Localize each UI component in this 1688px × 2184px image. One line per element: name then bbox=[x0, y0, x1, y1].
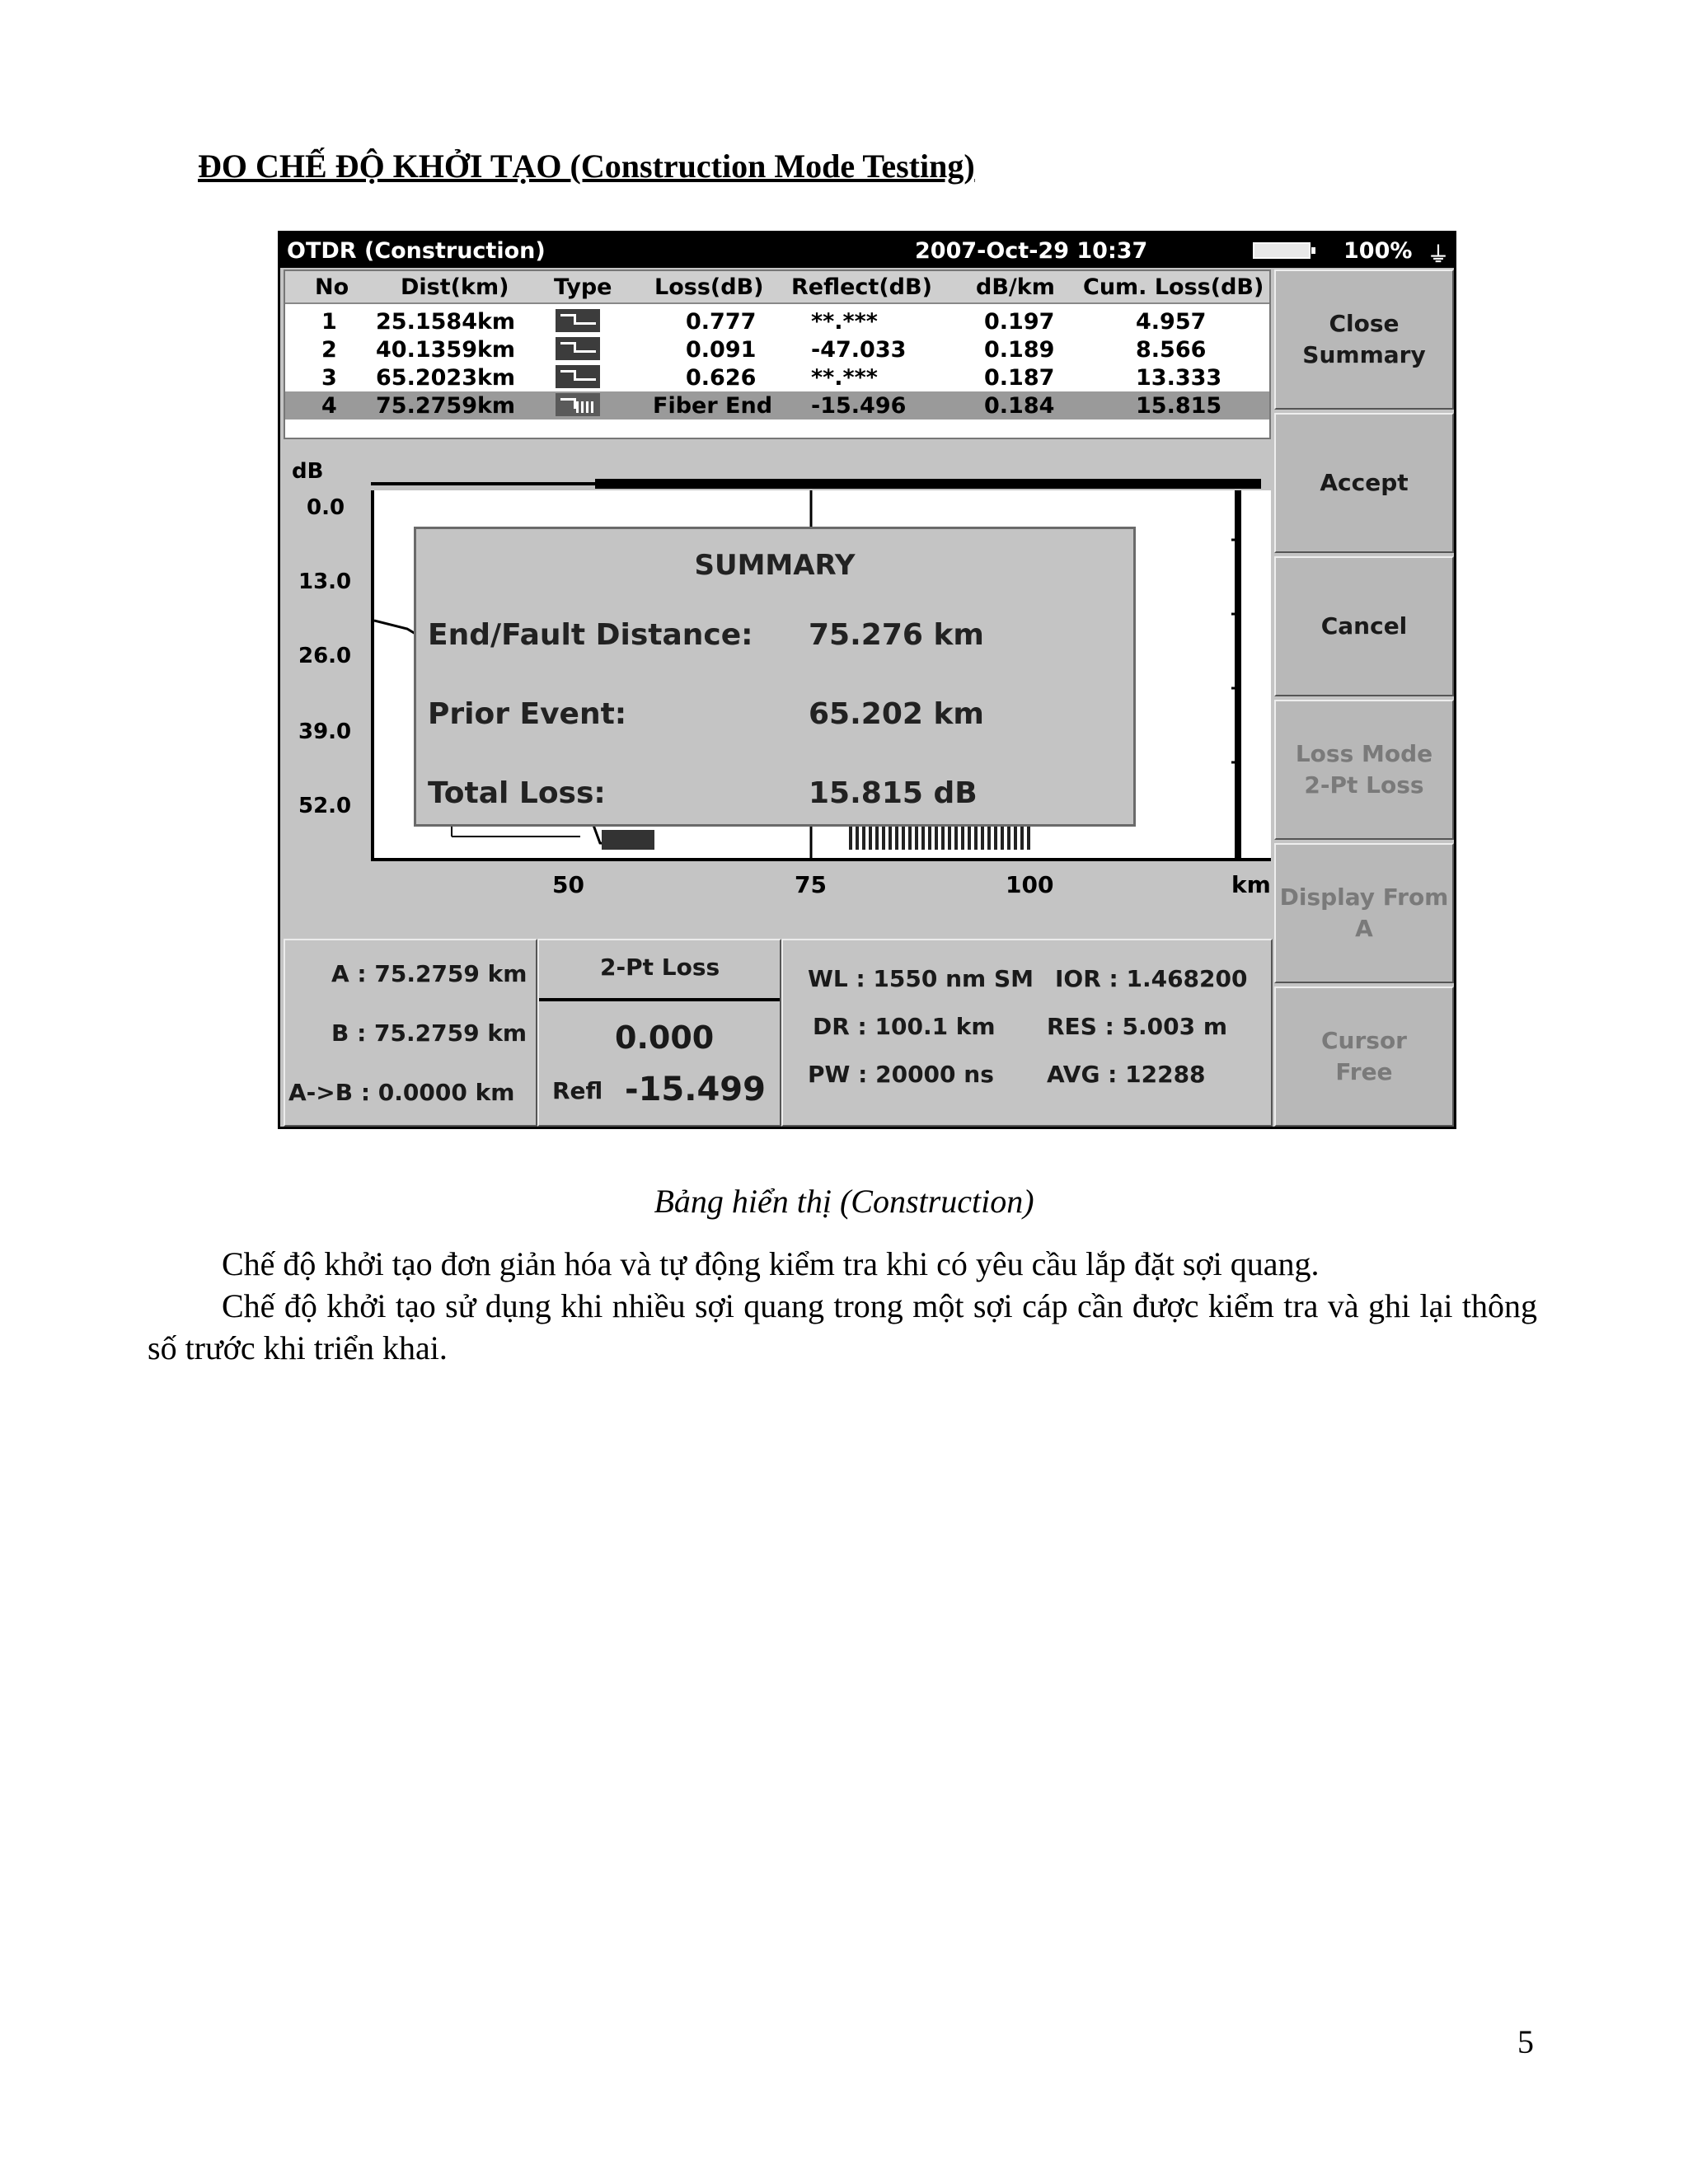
row-dbkm: 0.189 bbox=[984, 337, 1055, 363]
table-row[interactable] bbox=[285, 307, 1269, 335]
trace-graph bbox=[284, 441, 1271, 909]
row-reflect: -15.496 bbox=[811, 393, 907, 419]
table-row[interactable] bbox=[285, 335, 1269, 363]
row-cum: 8.566 bbox=[1136, 337, 1207, 363]
param-avg: AVG : 12288 bbox=[1047, 1061, 1206, 1088]
col-loss: Loss(dB) bbox=[654, 274, 764, 300]
display-from-button[interactable]: Display From A bbox=[1274, 843, 1454, 983]
power-plug-icon: ⏚ bbox=[1428, 243, 1450, 268]
param-dr: DR : 100.1 km bbox=[813, 1013, 996, 1040]
row-loss: 0.626 bbox=[686, 365, 757, 391]
loss-mode: 2-Pt Loss bbox=[600, 954, 720, 981]
row-loss: 0.091 bbox=[686, 337, 757, 363]
status-panels bbox=[284, 939, 1273, 1127]
y-tick: 52.0 bbox=[298, 794, 352, 818]
x-tick: 75 bbox=[795, 871, 827, 898]
x-tick: 100 bbox=[1006, 871, 1054, 898]
title-bar bbox=[280, 233, 1454, 268]
cursor-b: B : 75.2759 km bbox=[331, 1019, 528, 1047]
end-fault-label: End/Fault Distance: bbox=[428, 618, 753, 652]
x-tick: 50 bbox=[552, 871, 584, 898]
y-tick: 0.0 bbox=[307, 495, 345, 520]
row-dbkm: 0.197 bbox=[984, 309, 1055, 335]
y-tick: 26.0 bbox=[298, 644, 352, 668]
summary-title: SUMMARY bbox=[694, 549, 856, 582]
row-reflect: **.*** bbox=[811, 309, 878, 335]
cursor-a: A : 75.2759 km bbox=[331, 960, 528, 987]
y-unit: dB bbox=[292, 459, 324, 484]
end-fault-value: 75.276 km bbox=[809, 618, 984, 652]
x-unit: km bbox=[1231, 871, 1271, 898]
total-loss-label: Total Loss: bbox=[428, 776, 606, 810]
param-res: RES : 5.003 m bbox=[1047, 1013, 1228, 1040]
row-loss: Fiber End bbox=[653, 393, 773, 419]
col-reflect: Reflect(dB) bbox=[791, 274, 932, 300]
event-type-icon bbox=[556, 337, 600, 360]
prior-event-label: Prior Event: bbox=[428, 697, 627, 731]
row-dist: 40.1359km bbox=[376, 337, 516, 363]
col-no: No bbox=[315, 274, 349, 300]
figure-caption: Bảng hiển thị (Construction) bbox=[654, 1183, 1034, 1220]
cursor-button[interactable]: Cursor Free bbox=[1274, 987, 1454, 1127]
row-reflect: **.*** bbox=[811, 365, 878, 391]
row-no: 1 bbox=[321, 309, 337, 335]
row-dist: 25.1584km bbox=[376, 309, 516, 335]
param-wl: WL : 1550 nm SM bbox=[808, 965, 1034, 992]
row-no: 4 bbox=[321, 393, 337, 419]
event-type-icon bbox=[556, 309, 600, 332]
paragraph: Chế độ khởi tạo sử dụng khi nhiều sợi quang trong một sợi cáp cần được kiểm tra và ghi lại thông số trước khi triển khai. bbox=[148, 1287, 1537, 1366]
prior-event-value: 65.202 km bbox=[809, 697, 984, 731]
param-ior: IOR : 1.468200 bbox=[1055, 965, 1248, 992]
row-dist: 75.2759km bbox=[376, 393, 516, 419]
otdr-screen bbox=[278, 231, 1456, 1129]
loss-mode-button[interactable]: Loss Mode 2-Pt Loss bbox=[1274, 700, 1454, 840]
softkey-column bbox=[1274, 269, 1456, 1129]
cursor-ab: A->B : 0.0000 km bbox=[288, 1079, 515, 1106]
col-cum-loss: Cum. Loss(dB) bbox=[1083, 274, 1264, 300]
cancel-button[interactable]: Cancel bbox=[1274, 556, 1454, 696]
table-header bbox=[285, 271, 1269, 304]
row-no: 3 bbox=[321, 365, 337, 391]
row-cum: 15.815 bbox=[1136, 393, 1222, 419]
event-table bbox=[284, 269, 1271, 439]
row-loss: 0.777 bbox=[686, 309, 757, 335]
fiber-end-icon bbox=[556, 393, 600, 416]
row-dbkm: 0.184 bbox=[984, 393, 1055, 419]
datetime: 2007-Oct-29 10:37 bbox=[915, 238, 1148, 264]
zoom-range-bar bbox=[595, 479, 1261, 489]
window-title: OTDR (Construction) bbox=[287, 238, 546, 264]
loss-mode-header bbox=[539, 940, 780, 1001]
accept-button[interactable]: Accept bbox=[1274, 413, 1454, 553]
row-no: 2 bbox=[321, 337, 337, 363]
loss-panel bbox=[537, 939, 781, 1127]
cursor-panel bbox=[284, 939, 537, 1127]
row-reflect: -47.033 bbox=[811, 337, 907, 363]
table-row-selected[interactable] bbox=[285, 391, 1269, 419]
paragraph: Chế độ khởi tạo đơn giản hóa và tự động kiểm tra khi có yêu cầu lắp đặt sợi quang. bbox=[222, 1245, 1320, 1282]
col-type: Type bbox=[554, 274, 612, 300]
col-dbkm: dB/km bbox=[976, 274, 1055, 300]
row-dist: 65.2023km bbox=[376, 365, 516, 391]
param-pw: PW : 20000 ns bbox=[808, 1061, 994, 1088]
params-panel bbox=[781, 939, 1273, 1127]
summary-dialog bbox=[414, 527, 1136, 827]
battery-percent: 100% bbox=[1343, 238, 1413, 264]
loss-value: 0.000 bbox=[615, 1019, 715, 1056]
row-cum: 13.333 bbox=[1136, 365, 1222, 391]
row-cum: 4.957 bbox=[1136, 309, 1207, 335]
section-heading: ĐO CHẾ ĐỘ KHỞI TẠO (Construction Mode Testing) bbox=[198, 148, 975, 185]
y-tick: 13.0 bbox=[298, 569, 352, 594]
battery-icon bbox=[1253, 242, 1311, 259]
y-tick: 39.0 bbox=[298, 719, 352, 744]
event-type-icon bbox=[556, 365, 600, 388]
refl-label: Refl bbox=[552, 1077, 603, 1104]
total-loss-value: 15.815 dB bbox=[809, 776, 978, 810]
refl-value: -15.499 bbox=[625, 1071, 766, 1108]
table-row[interactable] bbox=[285, 363, 1269, 391]
close-summary-button[interactable]: Close Summary bbox=[1274, 269, 1454, 410]
col-dist: Dist(km) bbox=[401, 274, 509, 300]
row-dbkm: 0.187 bbox=[984, 365, 1055, 391]
page-number: 5 bbox=[1517, 2023, 1534, 2060]
